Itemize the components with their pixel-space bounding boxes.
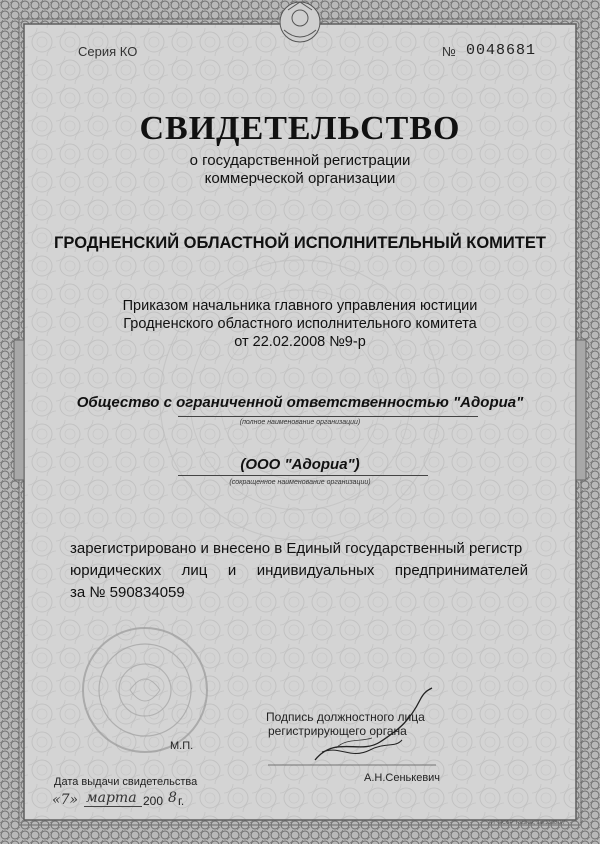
reg-word: юридических	[70, 562, 162, 579]
issuing-committee: ГРОДНЕНСКИЙ ОБЛАСТНОЙ ИСПОЛНИТЕЛЬНЫЙ КОМИТЕТ	[54, 234, 546, 252]
short-name-caption: (сокращенное наименование организации)	[229, 479, 371, 486]
number-label: №	[442, 44, 456, 59]
organization-short-name: (ООО "Адориа")	[240, 456, 360, 473]
signature-label-2: регистрирующего органа	[268, 724, 407, 738]
issue-month: марта	[86, 790, 137, 806]
issue-day-value: 7	[60, 792, 70, 808]
order-line-2: Гродненского областного исполнительного комитета	[123, 316, 477, 332]
issue-day: «7»	[52, 792, 79, 808]
state-emblem-icon	[280, 2, 320, 42]
series-label: Серия КО	[78, 44, 138, 59]
document-title: СВИДЕТЕЛЬСТВО	[139, 110, 461, 147]
order-line-1: Приказом начальника главного управления юстиции	[122, 298, 478, 314]
registration-number: за № 590834059	[70, 584, 185, 601]
full-name-caption: (полное наименование организации)	[239, 419, 361, 426]
issue-year-digit: 8	[168, 790, 177, 806]
issue-year-suffix: г.	[178, 794, 185, 808]
reg-word: индивидуальных	[256, 562, 375, 579]
organization-full-name: Общество с ограниченной ответственностью "Адориа"	[76, 394, 524, 411]
registration-line-2	[70, 560, 528, 582]
subtitle-line-2: коммерческой организации	[204, 170, 396, 187]
reg-word: предпринимателей	[394, 562, 528, 579]
registration-line-1: зарегистрировано и внесено в Единый государственный регистр	[70, 540, 523, 557]
stamp-place-label: М.П.	[170, 740, 194, 752]
full-name-underline	[178, 416, 478, 417]
subtitle-line-1: о государственной регистрации	[189, 152, 411, 169]
month-underline	[84, 806, 142, 807]
printer-imprint: УП "МСФР" Госзнак, Зак.2598.0/7	[488, 820, 566, 826]
reg-word: и	[227, 562, 237, 579]
signer-name: А.Н.Сенькевич	[364, 772, 441, 784]
signature-label-1: Подпись должностного лица	[266, 710, 425, 724]
certificate-number: 0048681	[466, 42, 537, 59]
order-line-3: от 22.02.2008 №9-р	[234, 334, 366, 350]
issue-year-prefix: 200	[143, 794, 164, 808]
issue-date-label: Дата выдачи свидетельства	[54, 776, 198, 788]
short-name-underline	[178, 475, 428, 476]
reg-word: лиц	[181, 562, 208, 579]
